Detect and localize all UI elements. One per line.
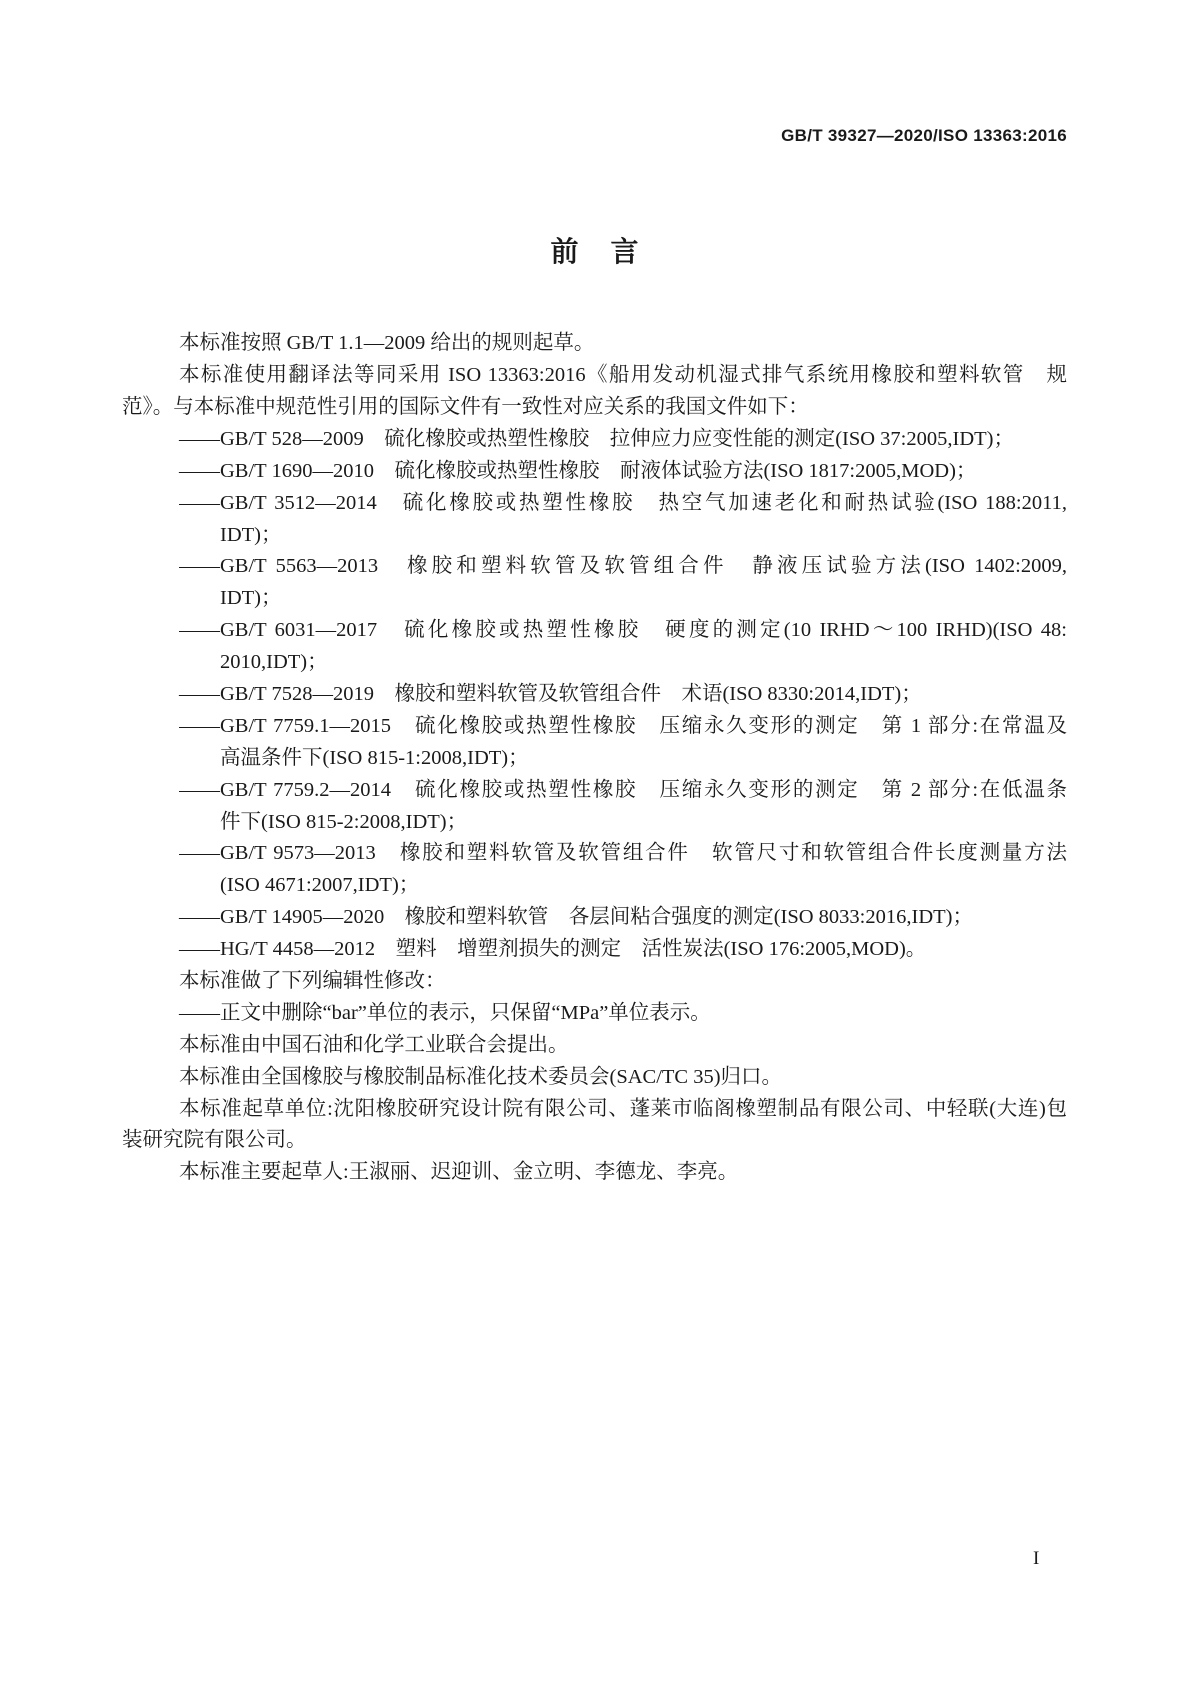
reference-item: ——GB/T 14905—2020 橡胶和塑料软管 各层间粘合强度的测定(ISO 8033:2016,IDT)； (179, 906, 973, 928)
page-title: 前 言 (550, 235, 641, 268)
reference-item-continuation: IDT)； (220, 587, 282, 609)
reference-item: ——HG/T 4458—2012 塑料 增塑剂损失的测定 活性炭法(ISO 176:2005,MOD)。 (179, 938, 927, 960)
reference-item-continuation: 件下(ISO 815-2:2008,IDT)； (220, 811, 468, 833)
paragraph-line: 装研究院有限公司。 (122, 1129, 307, 1151)
paragraph-line: 本标准由全国橡胶与橡胶制品标准化技术委员会(SAC/TC 35)归口。 (179, 1066, 783, 1088)
reference-item-continuation: 高温条件下(ISO 815-1:2008,IDT)； (220, 747, 529, 769)
paragraph-line: 本标准由中国石油和化学工业联合会提出。 (179, 1034, 569, 1056)
reference-item: ——GB/T 1690—2010 硫化橡胶或热塑性橡胶 耐液体试验方法(ISO 1817:2005,MOD)； (179, 460, 977, 482)
reference-item: ——GB/T 528—2009 硫化橡胶或热塑性橡胶 拉伸应力应变性能的测定(ISO 37:2005,IDT)； (179, 428, 1014, 450)
reference-item-continuation: 2010,IDT)； (220, 651, 328, 673)
reference-item: ——GB/T 3512—2014 硫化橡胶或热塑性橡胶 热空气加速老化和耐热试验(ISO 188:2011, (179, 492, 1067, 514)
paragraph-line: 本标准使用翻译法等同采用 ISO 13363:2016《船用发动机湿式排气系统用橡胶和塑料软管 规 (179, 364, 1067, 386)
paragraph-line: 本标准做了下列编辑性修改： (179, 970, 446, 992)
reference-item: ——GB/T 7759.1—2015 硫化橡胶或热塑性橡胶 压缩永久变形的测定 第 1 部分:在常温及 (179, 715, 1067, 737)
reference-item: ——GB/T 6031—2017 硫化橡胶或热塑性橡胶 硬度的测定(10 IRHD～100 IRHD)(ISO 48: (179, 619, 1067, 641)
paragraph-line: 本标准主要起草人:王淑丽、迟迎训、金立明、李德龙、李亮。 (179, 1161, 739, 1183)
standard-number-header: GB/T 39327—2020/ISO 13363:2016 (781, 126, 1067, 145)
reference-item: ——GB/T 9573—2013 橡胶和塑料软管及软管组合件 软管尺寸和软管组合件长度测量方法 (179, 842, 1067, 864)
paragraph-line: 本标准按照 GB/T 1.1—2009 给出的规则起草。 (179, 332, 595, 354)
reference-item-continuation: (ISO 4671:2007,IDT)； (220, 874, 420, 896)
page-number: I (1033, 1548, 1040, 1569)
paragraph-line: 本标准起草单位:沈阳橡胶研究设计院有限公司、蓬莱市临阁橡塑制品有限公司、中轻联(大连)包 (179, 1098, 1067, 1120)
reference-item: ——GB/T 7528—2019 橡胶和塑料软管及软管组合件 术语(ISO 8330:2014,IDT)； (179, 683, 922, 705)
modification-item: ——正文中删除“bar”单位的表示，只保留“MPa”单位表示。 (179, 1002, 711, 1024)
reference-item: ——GB/T 7759.2—2014 硫化橡胶或热塑性橡胶 压缩永久变形的测定 第 2 部分:在低温条 (179, 779, 1067, 801)
reference-item-continuation: IDT)； (220, 524, 282, 546)
reference-item: ——GB/T 5563—2013 橡胶和塑料软管及软管组合件 静液压试验方法(ISO 1402:2009, (179, 555, 1067, 577)
paragraph-line: 范》。与本标准中规范性引用的国际文件有一致性对应关系的我国文件如下： (122, 396, 809, 418)
